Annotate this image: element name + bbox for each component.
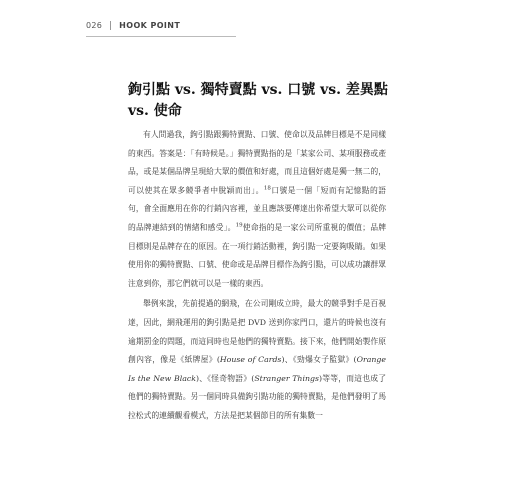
section-title: 鉤引點 vs. 獨特賣點 vs. 口號 vs. 差異點 vs. 使命 (128, 82, 388, 119)
body-text (128, 126, 386, 426)
text-run: 使命指的是一家公司所重視的價值；品牌目標則是品牌存在的原因。在一項行銷活動裡，鉤引點一定要夠吸睛。如果使用你的獨特賣點、口號、使命或是品牌目標作為鉤引點，可以成功讓群眾注意到你，那它們就可以是一樣的東西。 (128, 222, 386, 288)
text-run: )、《怪奇物語》( (195, 373, 255, 383)
header-separator (110, 21, 111, 30)
italic-title: Orange Is the New Black (128, 355, 386, 383)
paragraph-1 (128, 126, 386, 293)
italic-title: Stranger Things (254, 373, 319, 383)
header-rule (86, 36, 236, 37)
paragraph-2 (128, 295, 386, 425)
page-number: 026 (86, 21, 103, 30)
text-run: 有人問過我，鉤引點跟獨特賣點、口號、使命以及品牌目標是不是同樣的東西。答案是：「有時候是。」獨特賣點指的是「某家公司、某項服務或產品，或是某個品牌呈現給大眾的價值和好處，而且這個好處是獨一無二的，可以使其在眾多競爭者中脫穎而出」。 (128, 130, 386, 195)
text-run: )等等，而這也成了他們的獨特賣點。另一個同時具備鉤引點功能的獨特賣點，是他們發明了馬拉松式的連續觀看模式，方法是把某個節目的所有集數一 (128, 373, 386, 420)
footnote-ref: 18 (263, 185, 271, 192)
italic-title: House of Cards (219, 355, 282, 365)
running-header (86, 21, 180, 30)
footnote-ref: 19 (235, 222, 243, 229)
text-run: )、《勁爆女子監獄》( (281, 355, 357, 365)
text-run: 舉例來說，先前提過的網飛，在公司剛成立時，最大的競爭對手是百視達，因此，網飛運用的鉤引點是把 DVD 送到你家門口，還片的時候也沒有逾期罰金的問題，而這同時也是他們的獨特賣點。接下來，他們開始製作原創內容，像是《紙牌屋》( (128, 299, 386, 365)
running-head-title: HOOK POINT (119, 21, 181, 30)
text-run: 口號是一個「短而有記憶點的語句，會全面應用在你的行銷內容裡，並且應該要傳達出你希望大眾可以從你的品牌連結到的情緒和感受」。 (128, 185, 387, 232)
